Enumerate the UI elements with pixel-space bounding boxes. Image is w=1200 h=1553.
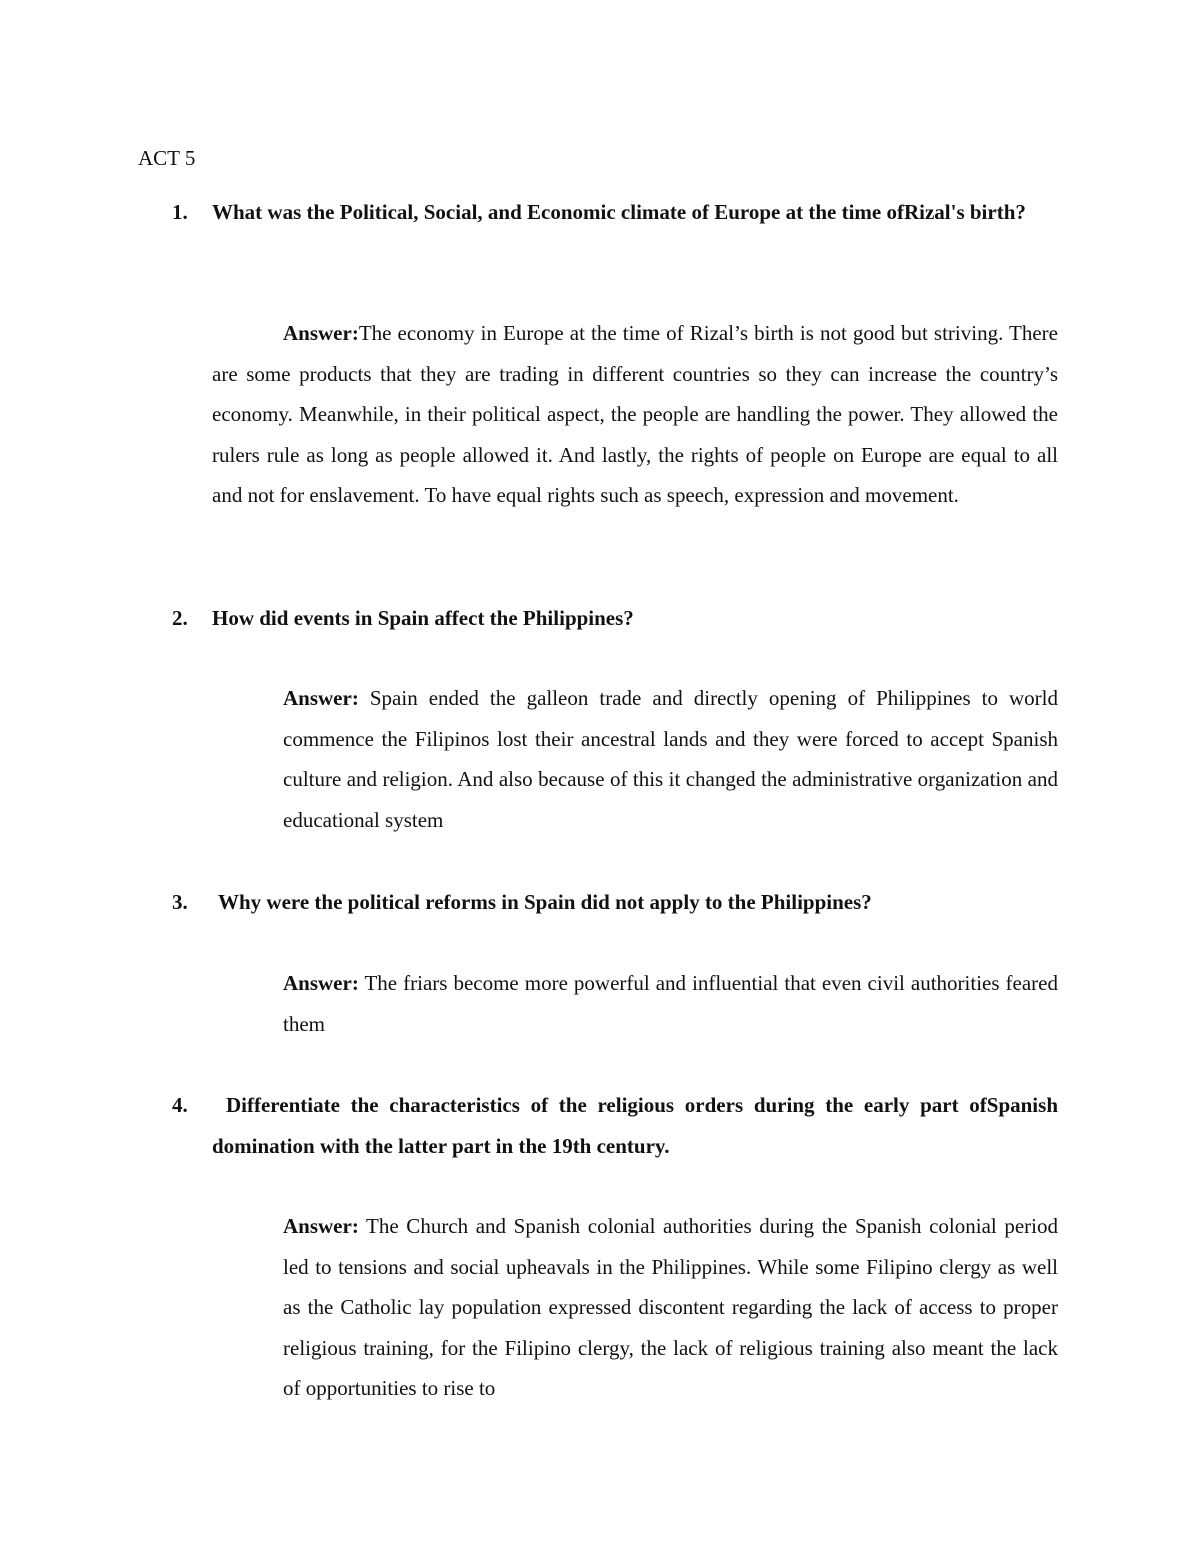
document-title: ACT 5 bbox=[138, 146, 196, 170]
question-number: 4. bbox=[172, 1093, 188, 1117]
answer-2 bbox=[283, 678, 1058, 840]
answer-label: Answer: bbox=[283, 686, 359, 710]
question-4 bbox=[172, 1085, 1058, 1167]
question-text: Differentiate the characteristics of the religious orders during the early part ofSpanish domination with the latter part in the 19th century. bbox=[212, 1093, 1058, 1158]
answer-text: Spain ended the galleon trade and directly opening of Philippines to world commence the Filipinos lost their ancestral lands and they were forced to accept Spanish culture and religion. And also because of this it changed the administrative organization and educational system bbox=[283, 686, 1058, 832]
question-number: 3. bbox=[172, 890, 188, 914]
answer-text: The friars become more powerful and influential that even civil authorities feared them bbox=[283, 971, 1058, 1036]
answer-1 bbox=[212, 313, 1058, 516]
question-number: 2. bbox=[172, 606, 188, 630]
answer-label: Answer: bbox=[283, 1214, 359, 1238]
answer-4 bbox=[283, 1206, 1058, 1409]
answer-label: Answer: bbox=[283, 971, 359, 995]
question-text: What was the Political, Social, and Economic climate of Europe at the time ofRizal's birth? bbox=[212, 200, 1026, 224]
question-1 bbox=[172, 192, 1058, 233]
answer-label: Answer: bbox=[283, 321, 359, 345]
answer-text: The economy in Europe at the time of Rizal’s birth is not good but striving. There are some products that they are trading in different countries so they can increase the country’s economy. Meanwhile, in their political aspect, the people are handling the power. They allowed the rulers rule as long as people allowed it. And lastly, the rights of people on Europe are equal to all and not for enslavement. To have equal rights such as speech, expression and movement. bbox=[212, 321, 1058, 508]
question-3 bbox=[172, 882, 1058, 923]
answer-text: The Church and Spanish colonial authorities during the Spanish colonial period led to tensions and social upheavals in the Philippines. While some Filipino clergy as well as the Catholic lay population expressed discontent regarding the lack of access to proper religious training, for the Filipino clergy, the lack of religious training also meant the lack of opportunities to rise to bbox=[283, 1214, 1058, 1401]
answer-3 bbox=[283, 963, 1058, 1044]
question-text: How did events in Spain affect the Philippines? bbox=[212, 606, 634, 630]
question-number: 1. bbox=[172, 200, 188, 224]
question-text: Why were the political reforms in Spain did not apply to the Philippines? bbox=[218, 890, 872, 914]
question-2 bbox=[172, 598, 1058, 639]
